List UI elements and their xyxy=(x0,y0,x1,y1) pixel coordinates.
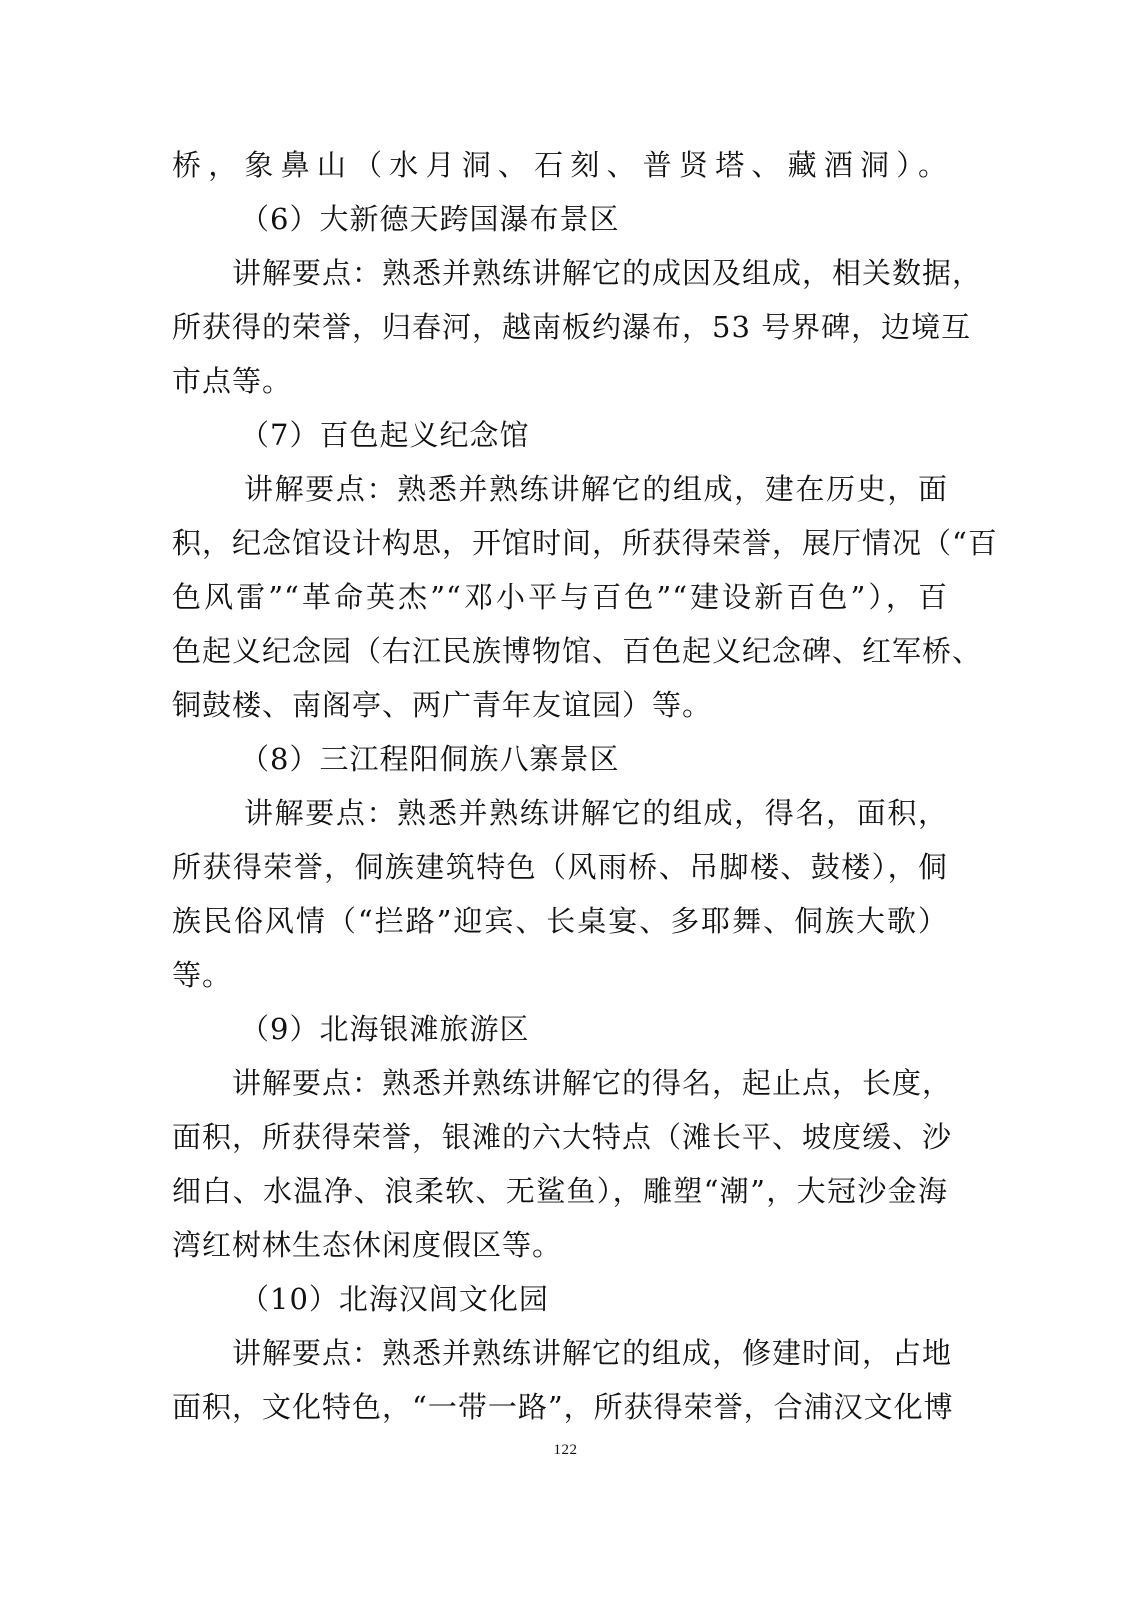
section-heading-9: （9）北海银滩旅游区 xyxy=(240,1012,530,1046)
paragraph-line: 铜鼓楼、南阁亭、两广青年友谊园）等。 xyxy=(172,688,713,722)
paragraph-line: 讲解要点：熟悉并熟练讲解它的组成，建在历史，面 xyxy=(244,472,948,506)
paragraph-line: 所获得的荣誉，归春河，越南板约瀑布，53 号界碑，边境互 xyxy=(172,310,972,344)
paragraph-line: 积，纪念馆设计构思，开馆时间，所获得荣誉，展厅情况（“百 xyxy=(172,526,998,560)
paragraph-line: 细白、水温净、浪柔软、无鲨鱼），雕塑“潮”，大冠沙金海 xyxy=(172,1174,948,1208)
paragraph-line: 讲解要点：熟悉并熟练讲解它的得名，起止点，长度， xyxy=(232,1066,953,1100)
paragraph-line: 桥，象鼻山（水月洞、石刻、普贤塔、藏酒洞）。 xyxy=(172,148,948,182)
paragraph-line: 色起义纪念园（右江民族博物馆、百色起义纪念碑、红军桥、 xyxy=(172,634,983,668)
paragraph-line: 面积，文化特色，“一带一路”，所获得荣誉，合浦汉文化博 xyxy=(172,1390,954,1424)
paragraph-line: 族民俗风情（“拦路”迎宾、长桌宴、多耶舞、侗族大歌） xyxy=(172,904,948,938)
paragraph-line: 面积，所获得荣誉，银滩的六大特点（滩长平、坡度缓、沙 xyxy=(172,1120,953,1154)
paragraph-line: 市点等。 xyxy=(172,364,293,398)
body-text xyxy=(172,138,998,1434)
paragraph-line: 讲解要点：熟悉并熟练讲解它的成因及组成，相关数据， xyxy=(232,256,983,290)
paragraph-line: 等。 xyxy=(172,958,233,992)
paragraph-line: 所获得荣誉，侗族建筑特色（风雨桥、吊脚楼、鼓楼），侗 xyxy=(172,850,948,884)
page-number: 122 xyxy=(553,1442,578,1458)
paragraph-line: 讲解要点：熟悉并熟练讲解它的组成，修建时间，占地 xyxy=(232,1336,953,1370)
section-heading-10: （10）北海汉闾文化园 xyxy=(240,1282,549,1316)
section-heading-6: （6）大新德天跨国瀑布景区 xyxy=(240,202,620,236)
paragraph-line: 湾红树林生态休闲度假区等。 xyxy=(172,1228,563,1262)
section-heading-7: （7）百色起义纪念馆 xyxy=(240,418,530,452)
paragraph-line: 色风雷”“革命英杰”“邓小平与百色”“建设新百色”），百 xyxy=(172,580,948,614)
paragraph-line: 讲解要点：熟悉并熟练讲解它的组成，得名，面积， xyxy=(244,796,948,830)
section-heading-8: （8）三江程阳侗族八寨景区 xyxy=(240,742,620,776)
